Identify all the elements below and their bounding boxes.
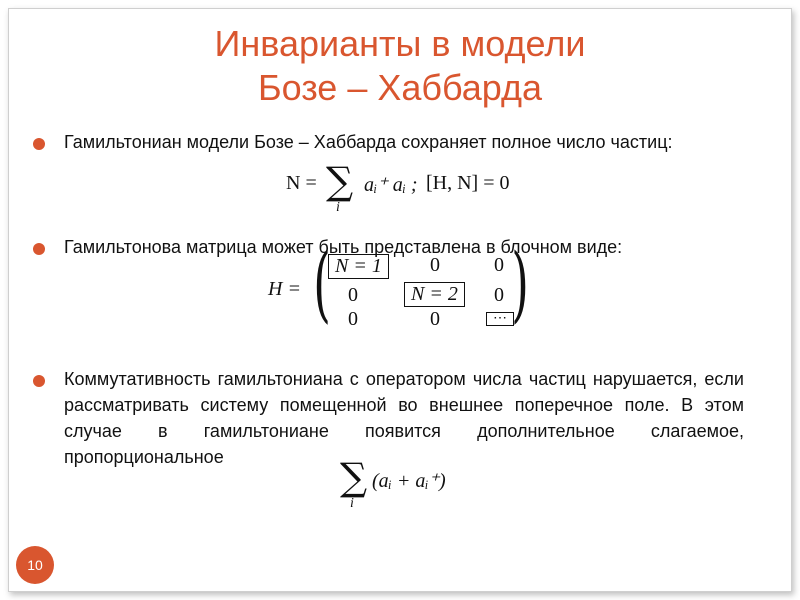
matrix-block-n1: N = 1 (328, 254, 389, 279)
matrix-cell: 0 (430, 254, 440, 276)
formula1-lhs: N = (286, 172, 317, 194)
bullet-marker-1 (33, 138, 45, 150)
bullet-marker-2 (33, 243, 45, 255)
bullet-text-2: Гамильтонова матрица может быть представлена в блочном виде: (64, 237, 623, 257)
left-paren: ( (313, 237, 331, 332)
commutator: [H, N] = 0 (426, 172, 510, 194)
matrix-block-dots: ⋯ (486, 312, 514, 326)
slide-title (0, 22, 800, 110)
matrix-cell: 0 (348, 308, 358, 330)
matrix-cell: 0 (494, 254, 504, 276)
matrix-cell: 0 (430, 308, 440, 330)
formula3-body: (aᵢ + aᵢ⁺) (372, 470, 446, 492)
bullet-marker-3 (33, 375, 45, 387)
matrix-cell: 0 (348, 284, 358, 306)
sum-index: i (350, 496, 354, 511)
title-line-1: Инварианты в модели (214, 23, 586, 64)
matrix-cell: 0 (494, 284, 504, 306)
sum-symbol: ∑ (326, 159, 354, 203)
matrix-lhs: H = (268, 278, 301, 300)
bullet-text-3: Коммутативность гамильтониана с оператором числа частиц нарушается, если рассматривать систему помещенной во внешнее поперечное поле. В этом случае в гамильтониане появится дополнительное слагаемое, пропорциональное (64, 369, 744, 467)
block-matrix (268, 237, 538, 332)
page-number-badge: 10 (16, 546, 54, 584)
sum-symbol: ∑ (340, 455, 368, 499)
right-paren: ) (511, 237, 529, 332)
bullet-text-1: Гамильтониан модели Бозе – Хаббарда сохраняет полное число частиц: (64, 132, 673, 152)
sum-index: i (336, 200, 340, 215)
matrix-block-n2: N = 2 (404, 282, 465, 307)
title-line-2: Бозе – Хаббарда (257, 67, 543, 108)
formula1-body: aᵢ⁺ aᵢ ; (364, 174, 418, 196)
